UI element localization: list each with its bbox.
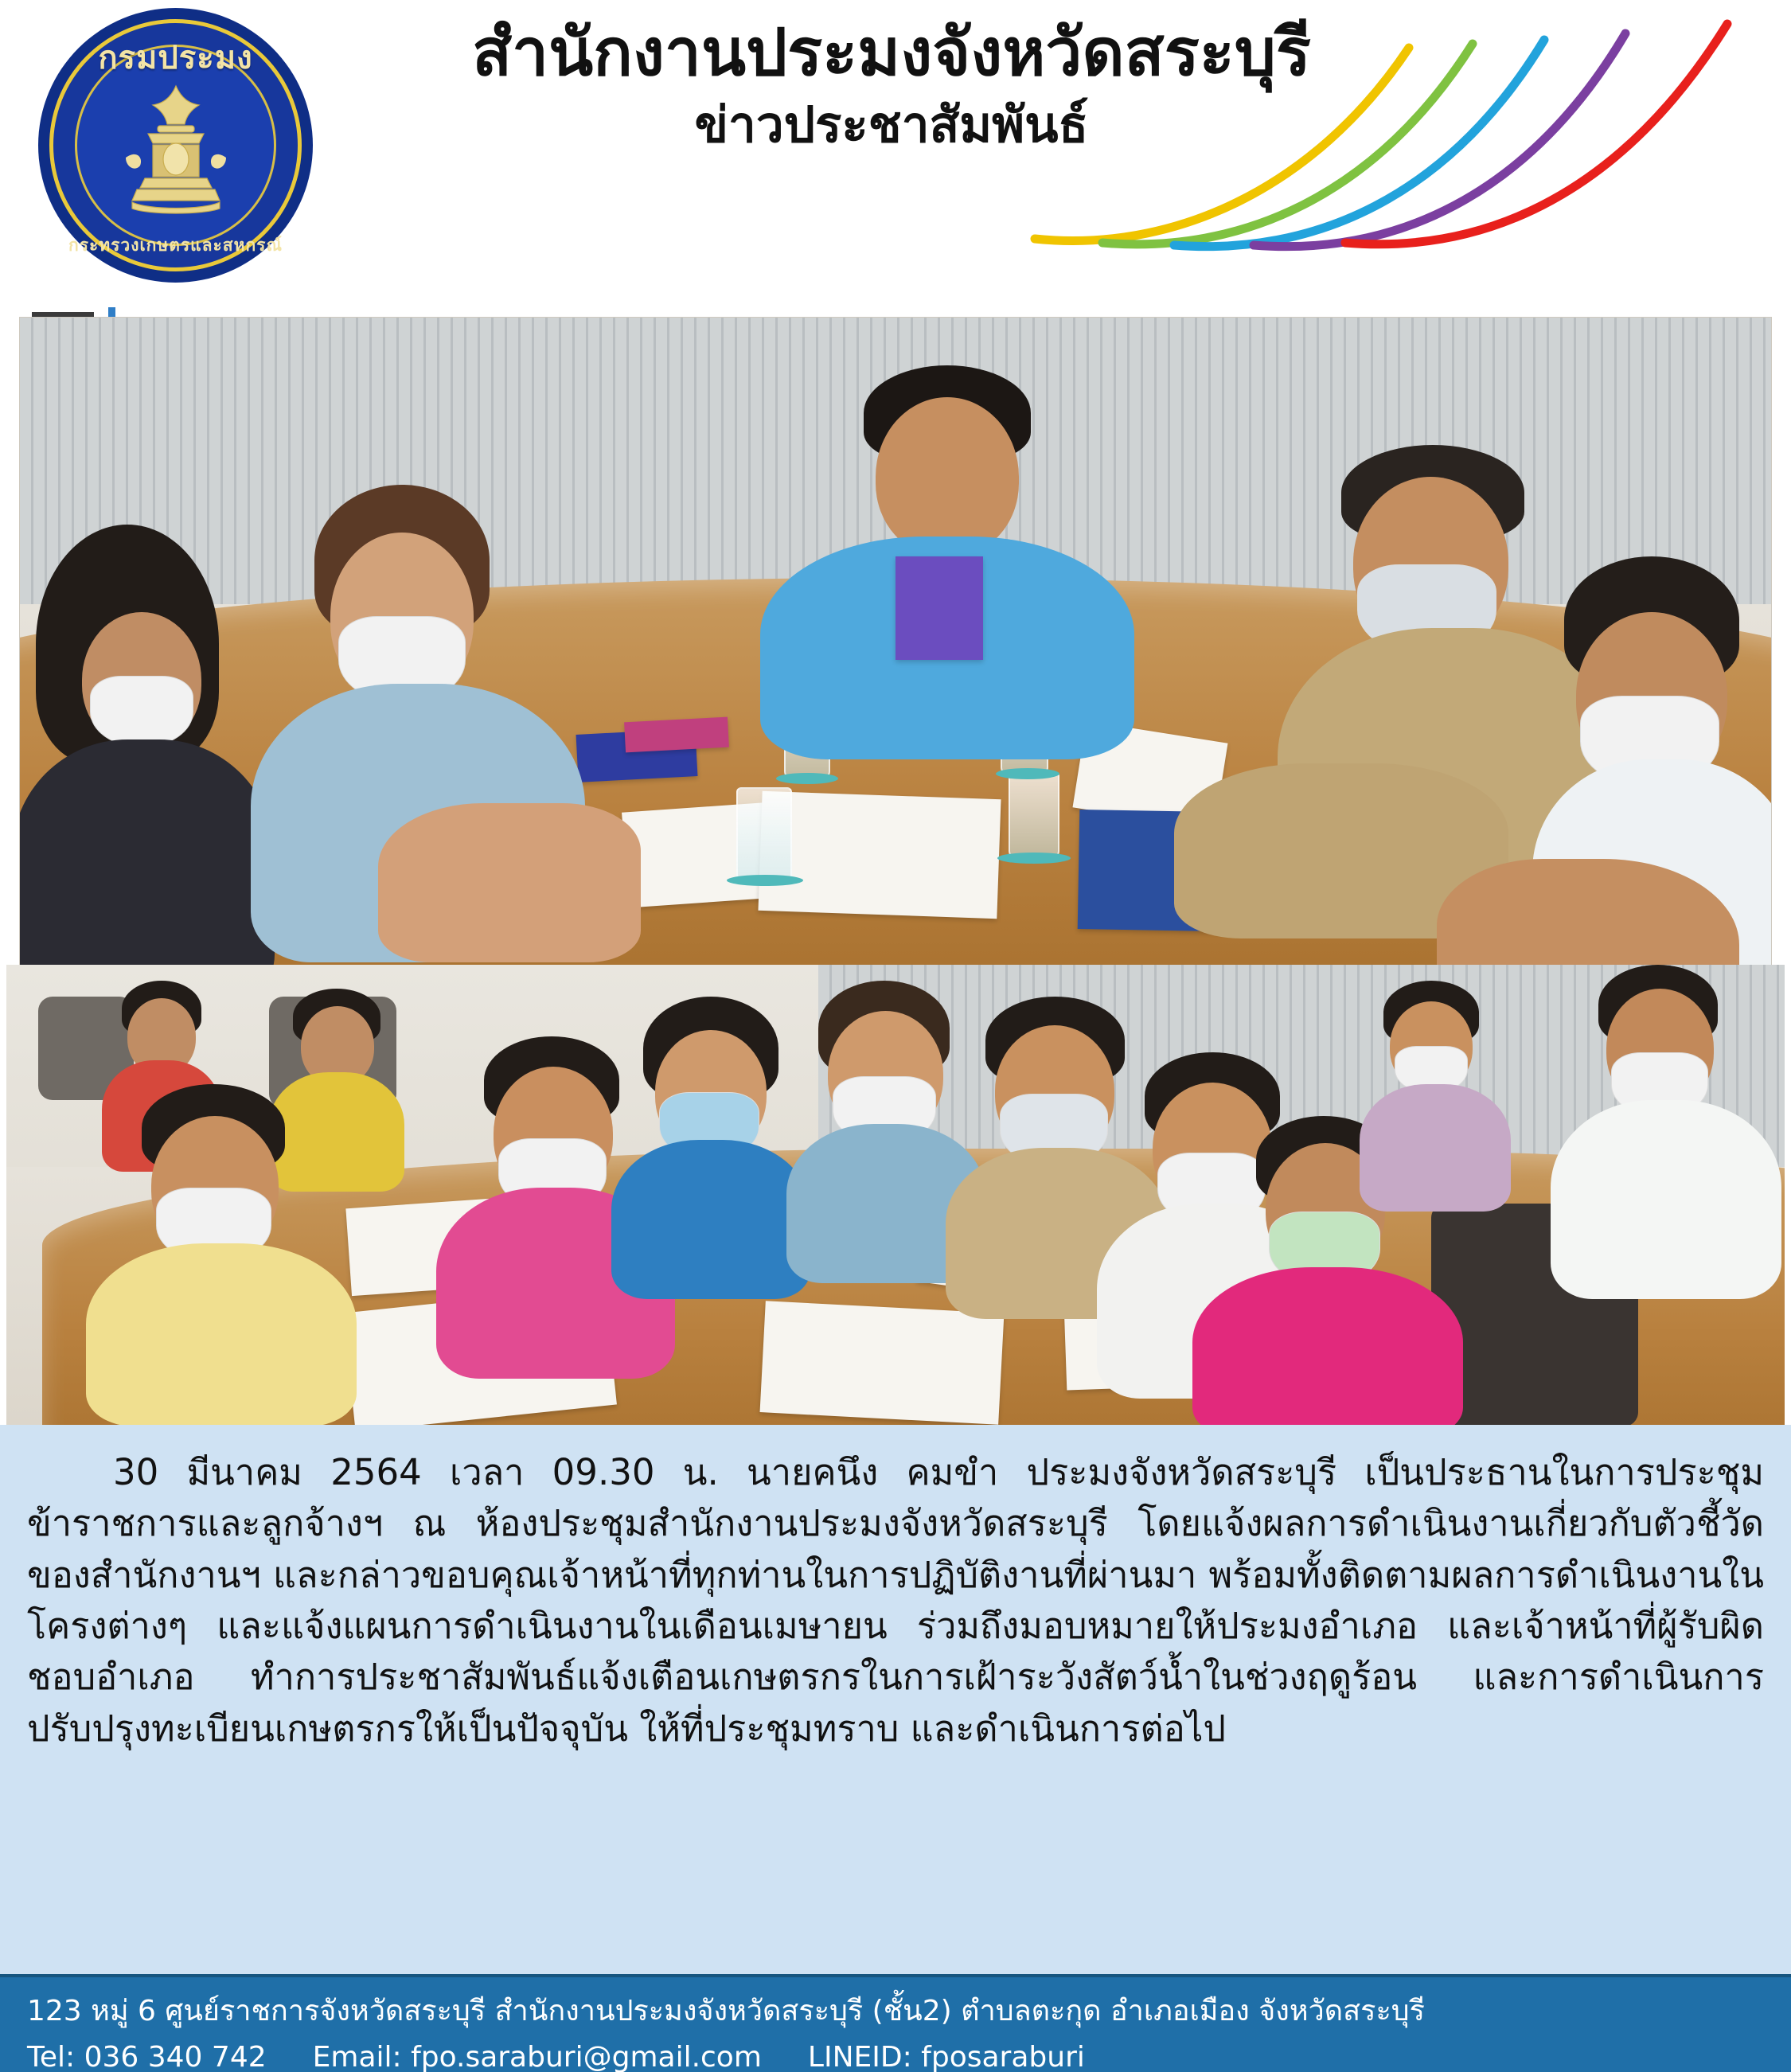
footer-tel: Tel: 036 340 742: [27, 2040, 267, 2072]
footer-contacts: [27, 2035, 1764, 2072]
rainbow-swoosh-decoration: [899, 0, 1791, 310]
footer-email[interactable]: Email: fpo.saraburi@gmail.com: [312, 2040, 762, 2072]
page-subtitle: ข่าวประชาสัมพันธ์: [694, 96, 1089, 154]
footer-lineid[interactable]: LINEID: fposaraburi: [807, 2040, 1085, 2072]
footer-divider: [0, 1974, 1791, 1977]
page-title: สำนักงานประมงจังหวัดสระบุรี: [472, 15, 1311, 91]
photo-collage: [0, 310, 1791, 1425]
seal-bottom-text: กระทรวงเกษตรและสหกรณ์: [68, 236, 283, 255]
article-body: [0, 1425, 1791, 1974]
article-paragraph: 30 มีนาคม 2564 เวลา 09.30 น. นายคนึง คมขำ ประมงจังหวัดสระบุรี เป็นประธานในการประชุมข้าราชการและลูกจ้างฯ ณ ห้องประชุมสำนักงานประมงจังหวัดสระบุรี โดยแจ้งผลการดำเนินงานเกี่ยวกับตัวชี้วัดของสำนักงานฯ และกล่าวขอบคุณเจ้าหน้าที่ทุกท่านในการปฏิบัติงานที่ผ่านมา พร้อมทั้งติดตามผลการดำเนินงานในโครงต่างๆ และแจ้งแผนการดำเนินงานในเดือนเมษายน ร่วมถึงมอบหมายให้ประมงอำเภอ และเจ้าหน้าที่ผู้รับผิดชอบอำเภอ ทำการประชาสัมพันธ์แจ้งเตือนเกษตรกรในการเฝ้าระวังสัตว์น้ำในช่วงฤดูร้อน และการดำเนินการปรับปรุงทะเบียนเกษตรกรให้เป็นปัจจุบัน ให้ที่ประชุมทราบ และดำเนินการต่อไป: [27, 1451, 1764, 1750]
poster-header: [0, 0, 1791, 310]
seal-top-text: กรมประมง: [98, 40, 253, 76]
footer-address: 123 หมู่ 6 ศูนย์ราชการจังหวัดสระบุรี สำนักงานประมงจังหวัดสระบุรี (ชั้น2) ตำบลตะกุด อำเภอเมือง จังหวัดสระบุรี: [27, 1995, 1425, 2027]
poster-footer: [0, 1974, 1791, 2072]
fisheries-department-seal-icon: [38, 8, 313, 283]
meeting-photo-top: [19, 317, 1772, 970]
meeting-photo-bottom: [6, 965, 1785, 1425]
